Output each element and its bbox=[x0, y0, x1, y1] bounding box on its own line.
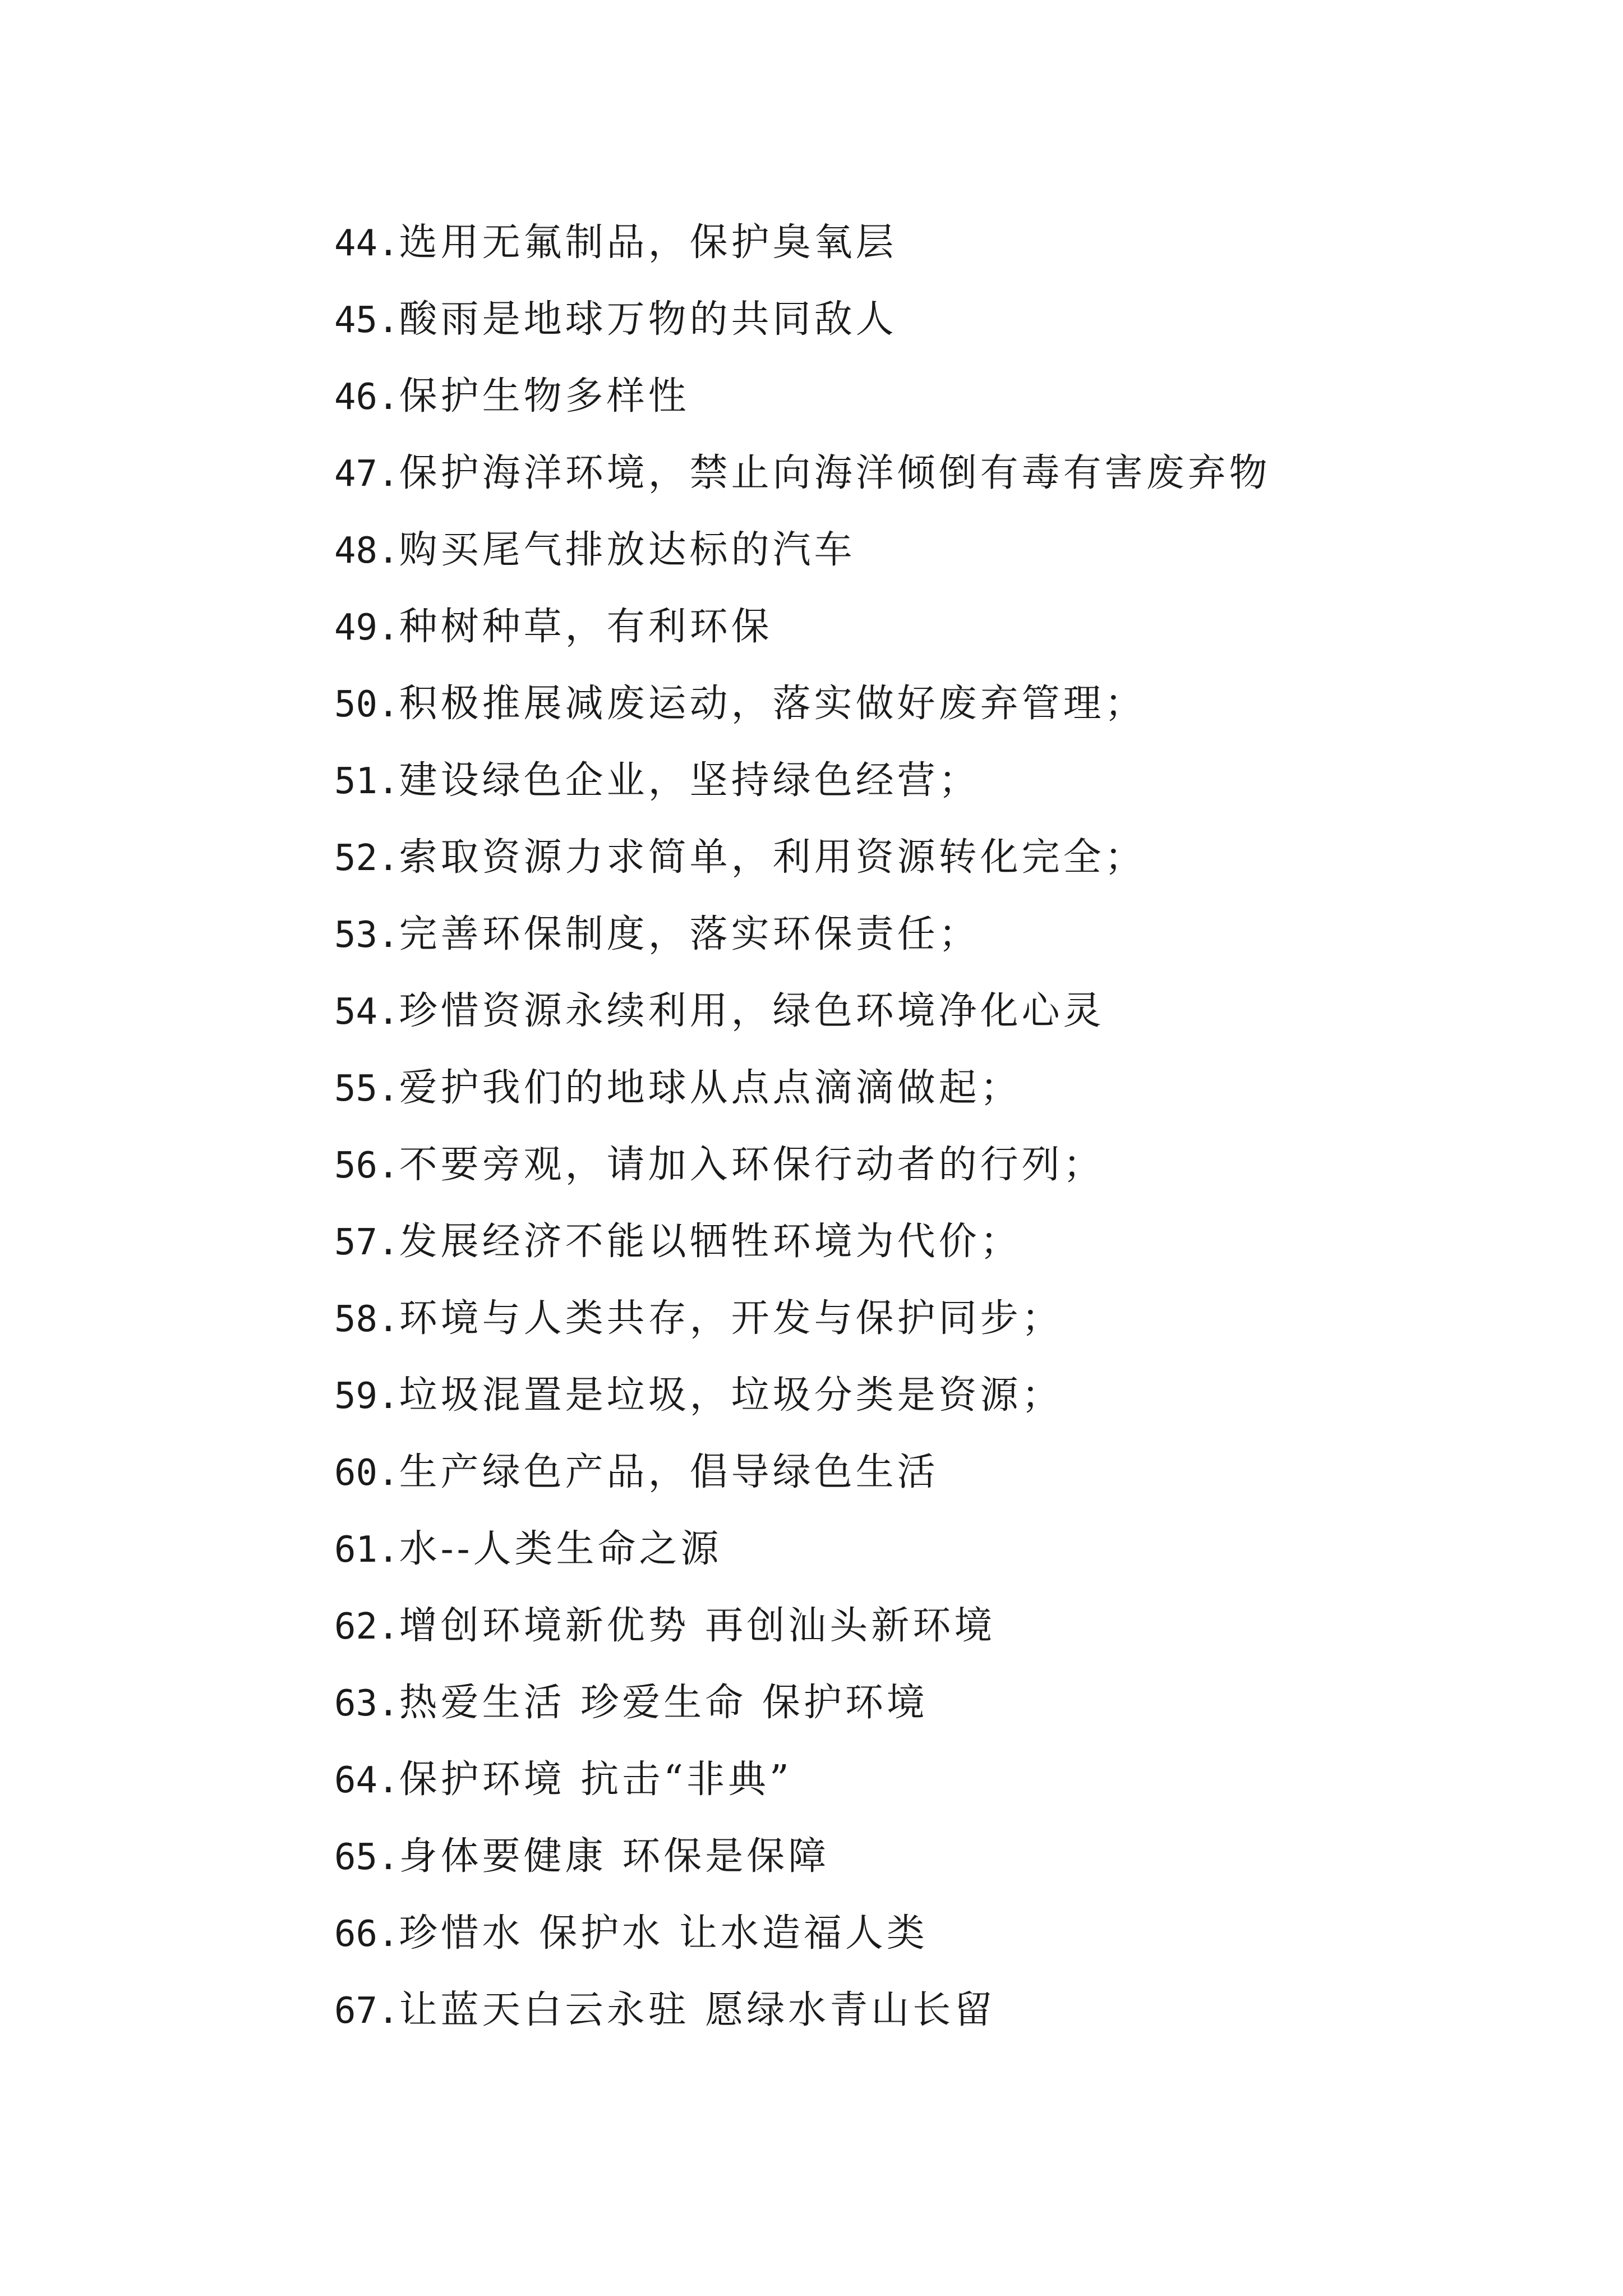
item-text: 身体要健康 环保是保障 bbox=[399, 1834, 830, 1879]
list-item bbox=[334, 292, 1512, 369]
list-item bbox=[334, 215, 1512, 292]
item-number: 44. bbox=[334, 223, 399, 264]
item-number: 67. bbox=[334, 1990, 399, 2032]
item-text: 珍惜水 保护水 让水造福人类 bbox=[399, 1911, 928, 1955]
list-item bbox=[334, 599, 1512, 676]
item-number: 62. bbox=[334, 1606, 399, 1648]
item-text: 热爱生活 珍爱生命 保护环境 bbox=[399, 1681, 928, 1725]
item-text: 发展经济不能以牺牲环境为代价； bbox=[399, 1220, 1022, 1264]
list-item bbox=[334, 983, 1512, 1060]
list-item bbox=[334, 1368, 1512, 1444]
list-item bbox=[334, 1906, 1512, 1982]
list-item bbox=[334, 1982, 1512, 2059]
list-item bbox=[334, 907, 1512, 983]
list-item bbox=[334, 369, 1512, 445]
item-text: 生产绿色产品，倡导绿色生活 bbox=[399, 1450, 939, 1494]
item-number: 45. bbox=[334, 300, 399, 341]
list-item bbox=[334, 1444, 1512, 1521]
item-number: 54. bbox=[334, 991, 399, 1033]
item-text: 酸雨是地球万物的共同敌人 bbox=[399, 297, 897, 342]
item-text: 垃圾混置是垃圾，垃圾分类是资源； bbox=[399, 1373, 1063, 1418]
item-text: 建设绿色企业，坚持绿色经营； bbox=[399, 758, 980, 803]
item-text: 保护生物多样性 bbox=[399, 374, 690, 418]
item-number: 59. bbox=[334, 1375, 399, 1417]
item-number: 65. bbox=[334, 1837, 399, 1878]
list-item bbox=[334, 1137, 1512, 1214]
item-number: 47. bbox=[334, 453, 399, 495]
list-item bbox=[334, 830, 1512, 907]
item-number: 51. bbox=[334, 761, 399, 802]
list-item bbox=[334, 1598, 1512, 1675]
list-item bbox=[334, 676, 1512, 753]
item-number: 58. bbox=[334, 1299, 399, 1340]
list-item bbox=[334, 445, 1512, 522]
item-number: 57. bbox=[334, 1222, 399, 1263]
item-text: 积极推展减废运动，落实做好废弃管理； bbox=[399, 682, 1146, 726]
item-number: 61. bbox=[334, 1529, 399, 1571]
slogan-list bbox=[334, 215, 1512, 2059]
item-text: 保护环境 抗击“非典” bbox=[399, 1757, 792, 1802]
item-text: 保护海洋环境，禁止向海洋倾倒有毒有害废弃物 bbox=[399, 451, 1271, 495]
item-number: 52. bbox=[334, 838, 399, 879]
item-text: 完善环保制度，落实环保责任； bbox=[399, 912, 980, 956]
item-number: 53. bbox=[334, 914, 399, 956]
list-item bbox=[334, 1291, 1512, 1368]
item-number: 60. bbox=[334, 1452, 399, 1494]
item-text: 不要旁观，请加入环保行动者的行列； bbox=[399, 1143, 1105, 1187]
item-text: 购买尾气排放达标的汽车 bbox=[399, 528, 856, 572]
item-number: 48. bbox=[334, 530, 399, 572]
list-item bbox=[334, 1752, 1512, 1829]
item-number: 49. bbox=[334, 607, 399, 648]
item-number: 55. bbox=[334, 1068, 399, 1110]
item-text: 让蓝天白云永驻 愿绿水青山长留 bbox=[399, 1988, 996, 2032]
item-number: 56. bbox=[334, 1145, 399, 1186]
item-text: 索取资源力求简单，利用资源转化完全； bbox=[399, 835, 1146, 880]
list-item bbox=[334, 1521, 1512, 1598]
item-text: 爱护我们的地球从点点滴滴做起； bbox=[399, 1066, 1022, 1110]
item-text: 选用无氟制品，保护臭氧层 bbox=[399, 220, 897, 265]
item-text: 增创环境新优势 再创汕头新环境 bbox=[399, 1604, 996, 1648]
list-item bbox=[334, 1060, 1512, 1137]
list-item bbox=[334, 1214, 1512, 1291]
item-number: 66. bbox=[334, 1913, 399, 1955]
item-text: 珍惜资源永续利用，绿色环境净化心灵 bbox=[399, 989, 1105, 1033]
list-item bbox=[334, 753, 1512, 830]
item-number: 63. bbox=[334, 1683, 399, 1724]
list-item bbox=[334, 1675, 1512, 1752]
list-item bbox=[334, 1829, 1512, 1906]
item-text: 种树种草，有利环保 bbox=[399, 605, 773, 649]
list-item bbox=[334, 522, 1512, 599]
item-text: 环境与人类共存，开发与保护同步； bbox=[399, 1296, 1063, 1341]
item-number: 64. bbox=[334, 1760, 399, 1801]
item-number: 50. bbox=[334, 684, 399, 725]
item-text: 水--人类生命之源 bbox=[399, 1527, 722, 1571]
item-number: 46. bbox=[334, 376, 399, 418]
